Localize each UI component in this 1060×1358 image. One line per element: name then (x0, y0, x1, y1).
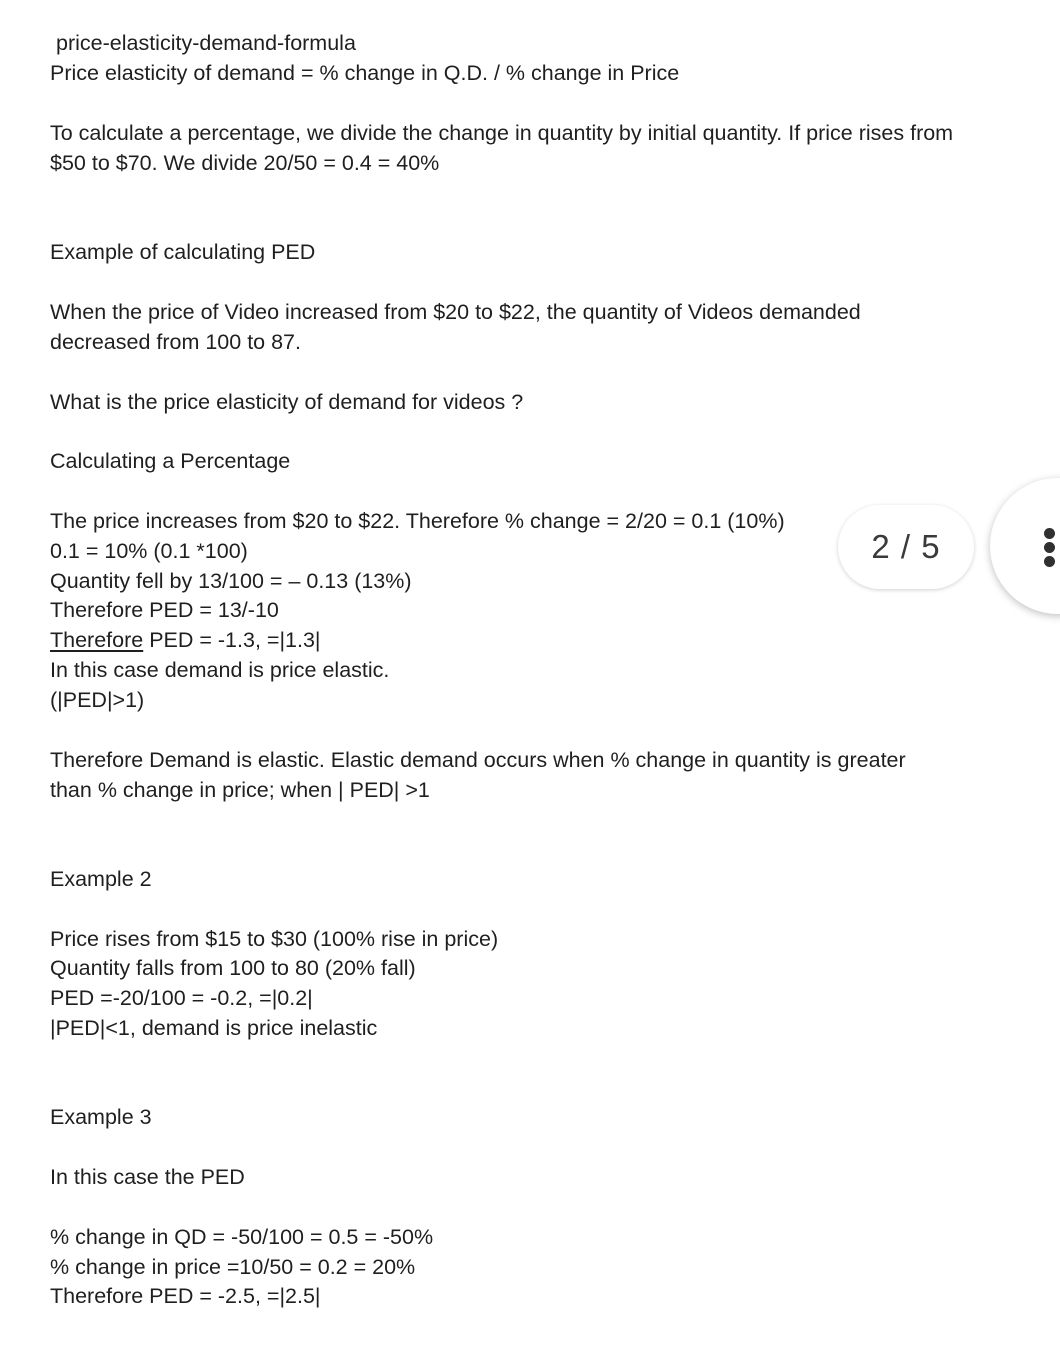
doc-line: In this case demand is price elastic. (50, 658, 390, 682)
doc-line: Therefore PED = 13/-10 (50, 598, 279, 622)
dot (1044, 542, 1055, 553)
doc-line: (|PED|>1) (50, 688, 145, 712)
doc-line-rest: PED = -1.3, =|1.3| (143, 628, 321, 652)
doc-line: To calculate a percentage, we divide the change in quantity by initial quantity. If price rises from (50, 121, 954, 145)
dot (1044, 556, 1055, 567)
doc-line: Therefore Demand is elastic. Elastic demand occurs when % change in quantity is greater (50, 748, 906, 772)
underlined-word: Therefore (50, 628, 144, 652)
page-indicator: 2 / 5 (838, 505, 974, 589)
doc-subheading: Calculating a Percentage (50, 449, 291, 473)
doc-subheading: Example 2 (50, 867, 152, 891)
doc-line: Price elasticity of demand = % change in Q.D. / % change in Price (50, 61, 680, 85)
doc-line: % change in QD = -50/100 = 0.5 = -50% (50, 1225, 434, 1249)
doc-line: The price increases from $20 to $22. Therefore % change = 2/20 = 0.1 (10%) (50, 509, 785, 533)
doc-line: than % change in price; when | PED| >1 (50, 778, 430, 802)
doc-line: |PED|<1, demand is price inelastic (50, 1016, 378, 1040)
doc-subheading: Example of calculating PED (50, 240, 316, 264)
doc-line: When the price of Video increased from $20 to $22, the quantity of Videos demanded (50, 300, 861, 324)
doc-line: In this case the PED (50, 1165, 245, 1189)
doc-line: Quantity fell by 13/100 = – 0.13 (13%) (50, 569, 412, 593)
more-vert-icon[interactable] (1044, 528, 1056, 568)
doc-line: % change in price =10/50 = 0.2 = 20% (50, 1255, 416, 1279)
doc-line: Therefore PED = -2.5, =|2.5| (50, 1284, 321, 1308)
doc-line: Price rises from $15 to $30 (100% rise in price) (50, 927, 499, 951)
doc-line: $50 to $70. We divide 20/50 = 0.4 = 40% (50, 151, 440, 175)
doc-line: 0.1 = 10% (0.1 *100) (50, 539, 248, 563)
doc-subheading: Example 3 (50, 1105, 152, 1129)
doc-line: PED =-20/100 = -0.2, =|0.2| (50, 986, 313, 1010)
doc-heading: price-elasticity-demand-formula (56, 31, 356, 55)
doc-line (50, 625, 321, 655)
doc-line: decreased from 100 to 87. (50, 330, 301, 354)
doc-line: Quantity falls from 100 to 80 (20% fall) (50, 956, 416, 980)
dot (1044, 528, 1055, 539)
doc-line: What is the price elasticity of demand for videos ? (50, 390, 524, 414)
